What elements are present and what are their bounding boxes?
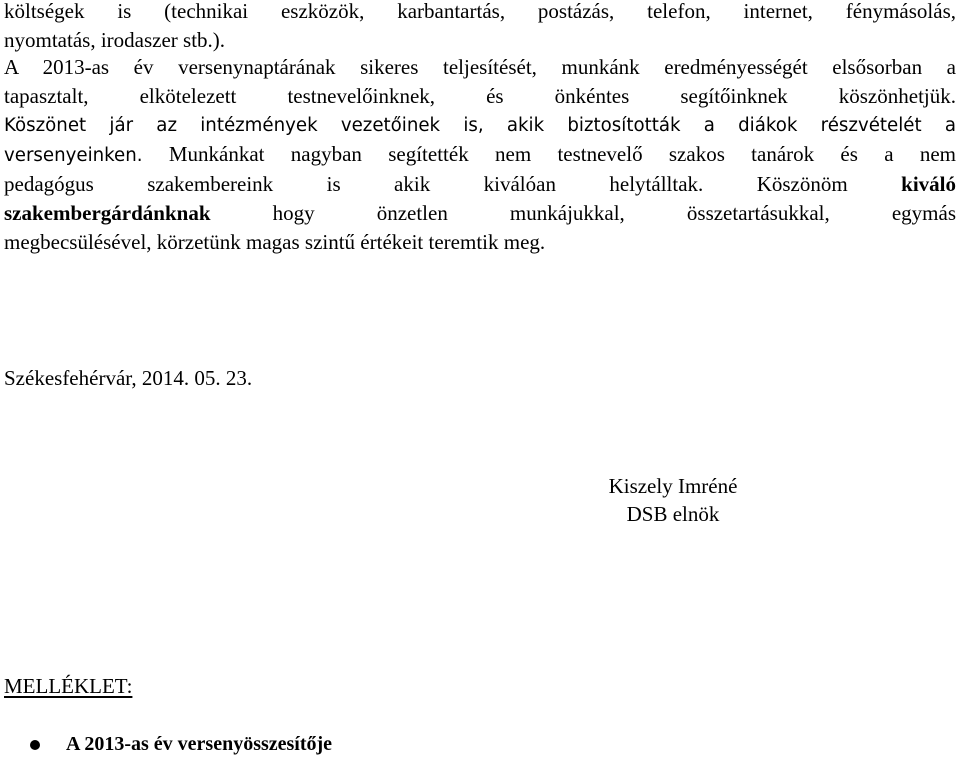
bold-text: kiváló: [901, 172, 956, 196]
text-segment: Munkánkat nagyban segítették nem testnevelő szakos tanárok és a nem: [142, 142, 956, 167]
bold-text: szakembergárdánknak: [4, 201, 211, 226]
text-line: [4, 199, 956, 228]
paragraph-thanks-staff: [4, 170, 956, 258]
paragraph-costs: [4, 0, 956, 55]
bullet-icon: [30, 740, 40, 750]
text-segment: hogy önzetlen munkájukkal, összetartásukkal, egymás: [210, 201, 956, 226]
annex-item-label: A 2013-as év versenyösszesítője: [66, 733, 333, 755]
text-segment: versenyeinken.: [4, 145, 143, 167]
text-segment: pedagógus szakembereink is akik kiválóan helytálltak. Köszönöm: [4, 172, 902, 196]
signatory-name: Kiszely Imréné: [608, 474, 738, 498]
text-line: megbecsülésével, körzetünk magas szintű értékeit teremtik meg.: [4, 230, 546, 255]
text-line: költségek is (technikai eszközök, karbantartás, postázás, telefon, internet, fénymásolás,: [4, 0, 956, 23]
text-line: A 2013-as év versenynaptárának sikeres teljesítését, munkánk eredményességét elsősorban a: [4, 55, 956, 79]
place-date: Székesfehérvár, 2014. 05. 23.: [4, 366, 253, 390]
text-line: [4, 140, 956, 170]
annex-list-item: [30, 730, 332, 759]
text-line: Köszönet jár az intézmények vezetőinek is, akik biztosították a diákok részvételét a: [4, 115, 956, 136]
annex-heading: MELLÉKLET:: [4, 674, 133, 698]
text-line: tapasztalt, elkötelezett testnevelőinknek, és önkéntes segítőinknek köszönhetjük.: [4, 84, 956, 109]
paragraph-thanks-leaders: [4, 111, 956, 170]
signatory-title: DSB elnök: [626, 502, 720, 526]
paragraph-thanks-teachers: [4, 53, 956, 111]
text-line: [4, 170, 956, 199]
text-line: nyomtatás, irodaszer stb.).: [4, 28, 226, 53]
